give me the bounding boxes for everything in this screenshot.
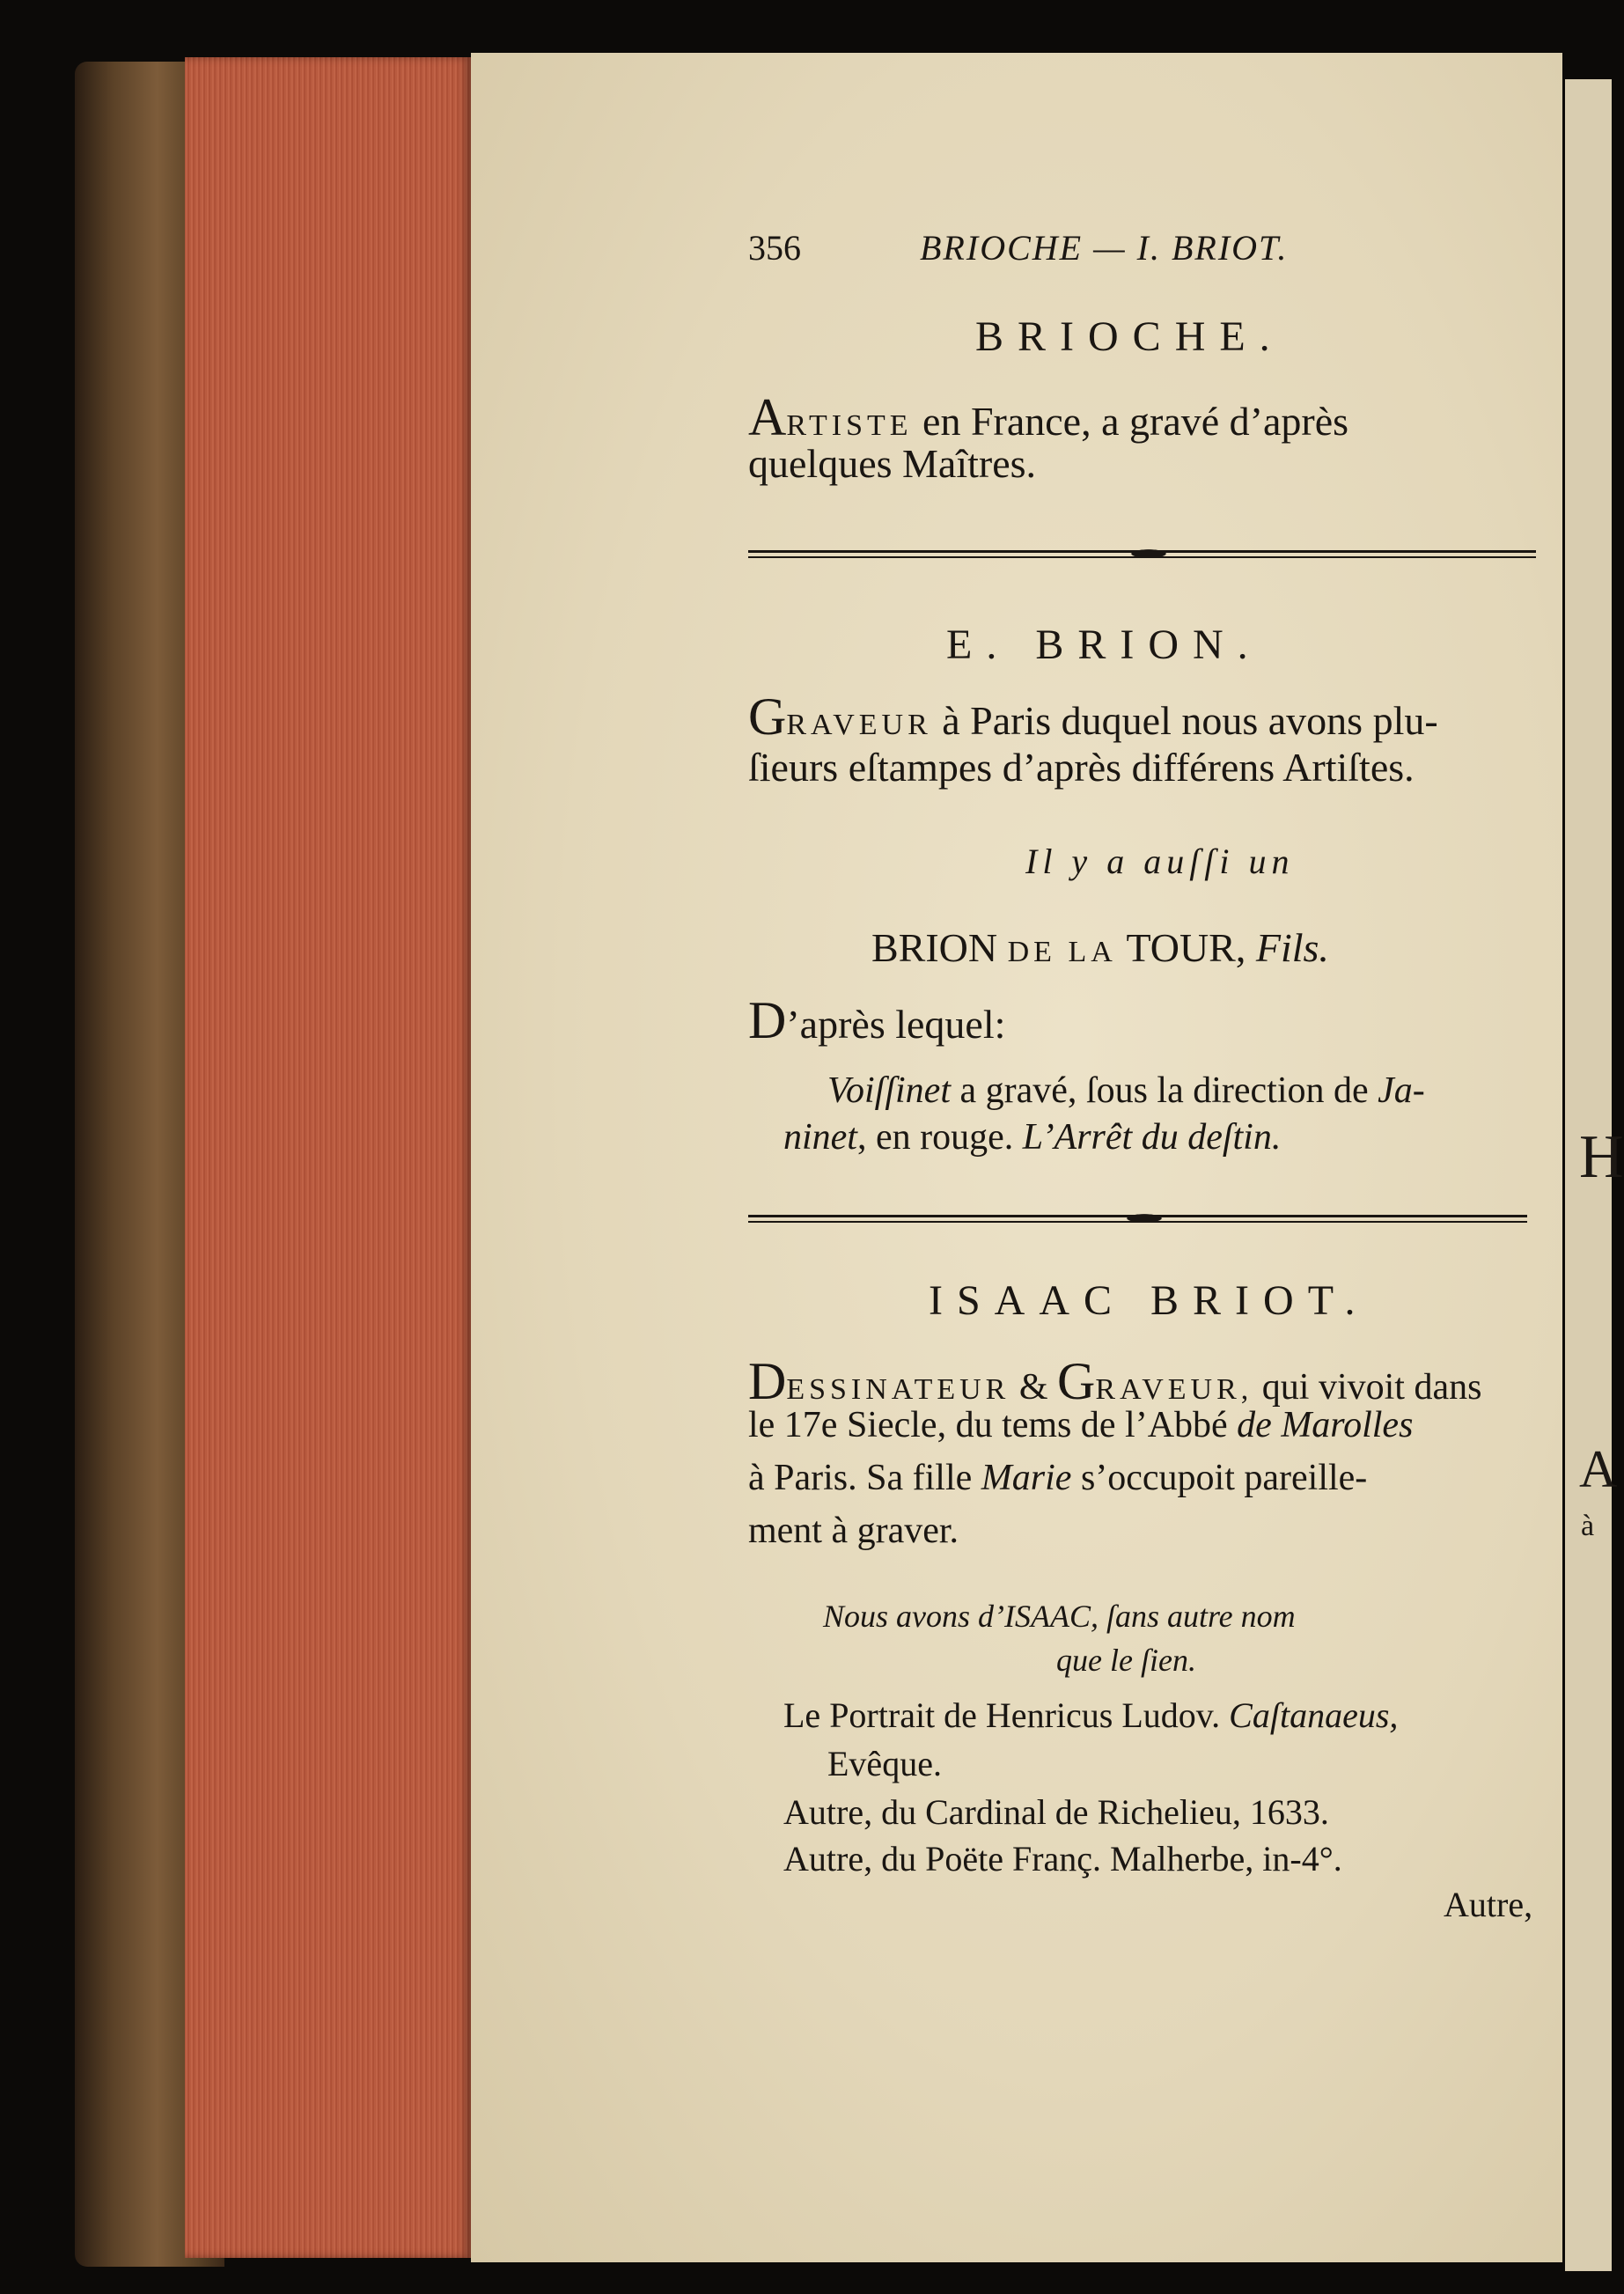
page-edges xyxy=(185,57,471,2258)
catchword: Autre, xyxy=(1444,1885,1533,1924)
entry-line: le 17e Siecle, du tems de l’Abbé de Marolles xyxy=(748,1405,1414,1445)
entry-subname: BRION DE LA TOUR, Fils. xyxy=(871,925,1329,970)
page-number: 356 xyxy=(748,228,801,268)
work-line: Voiſſinet a gravé, ſous la direction de Ja- xyxy=(827,1070,1425,1111)
facing-page-edge xyxy=(1565,79,1624,2271)
entry-line: ment à graver. xyxy=(748,1511,959,1551)
work-line: ninet, en rouge. L’Arrêt du deſtin. xyxy=(783,1117,1282,1158)
entry-aside: que le ſien. xyxy=(1056,1643,1196,1678)
entry-line: quelques Maîtres. xyxy=(748,441,1037,486)
entry-line: ſieurs eſtampes d’après différens Artiſtes. xyxy=(748,745,1415,790)
running-title: BRIOCHE — I. BRIOT. xyxy=(920,228,1289,268)
facing-page-letter: H xyxy=(1579,1123,1624,1191)
entry-aside: Nous avons d’ISAAC, ſans autre nom xyxy=(823,1599,1296,1634)
entry-line: ARTISTE en France, a gravé d’après xyxy=(748,388,1349,446)
entry-aside: Il y a auſſi un xyxy=(1025,842,1295,881)
entry-title-brioche: BRIOCHE. xyxy=(975,313,1284,360)
entry-title-brion: E. BRION. xyxy=(946,621,1262,668)
entry-line: GRAVEUR à Paris duquel nous avons plu- xyxy=(748,687,1438,746)
entry-line: D’après lequel: xyxy=(748,991,1006,1049)
work-item: Autre, du Cardinal de Richelieu, 1633. xyxy=(783,1792,1329,1832)
facing-page-letter: à xyxy=(1581,1510,1595,1542)
work-item: Le Portrait de Henricus Ludov. Caſtanaeus, xyxy=(783,1695,1399,1735)
divider-ornament xyxy=(1087,1209,1201,1228)
entry-line: à Paris. Sa fille Marie s’occupoit pareille- xyxy=(748,1458,1368,1498)
facing-page-letter: A xyxy=(1579,1440,1618,1498)
entry-line: DESSINATEUR & GRAVEUR, qui vivoit dans xyxy=(748,1352,1482,1410)
work-item: Evêque. xyxy=(827,1744,942,1783)
work-item: Autre, du Poëte Franç. Malherbe, in-4°. xyxy=(783,1839,1342,1879)
divider-ornament xyxy=(1091,544,1206,563)
entry-title-briot: ISAAC BRIOT. xyxy=(929,1277,1370,1324)
